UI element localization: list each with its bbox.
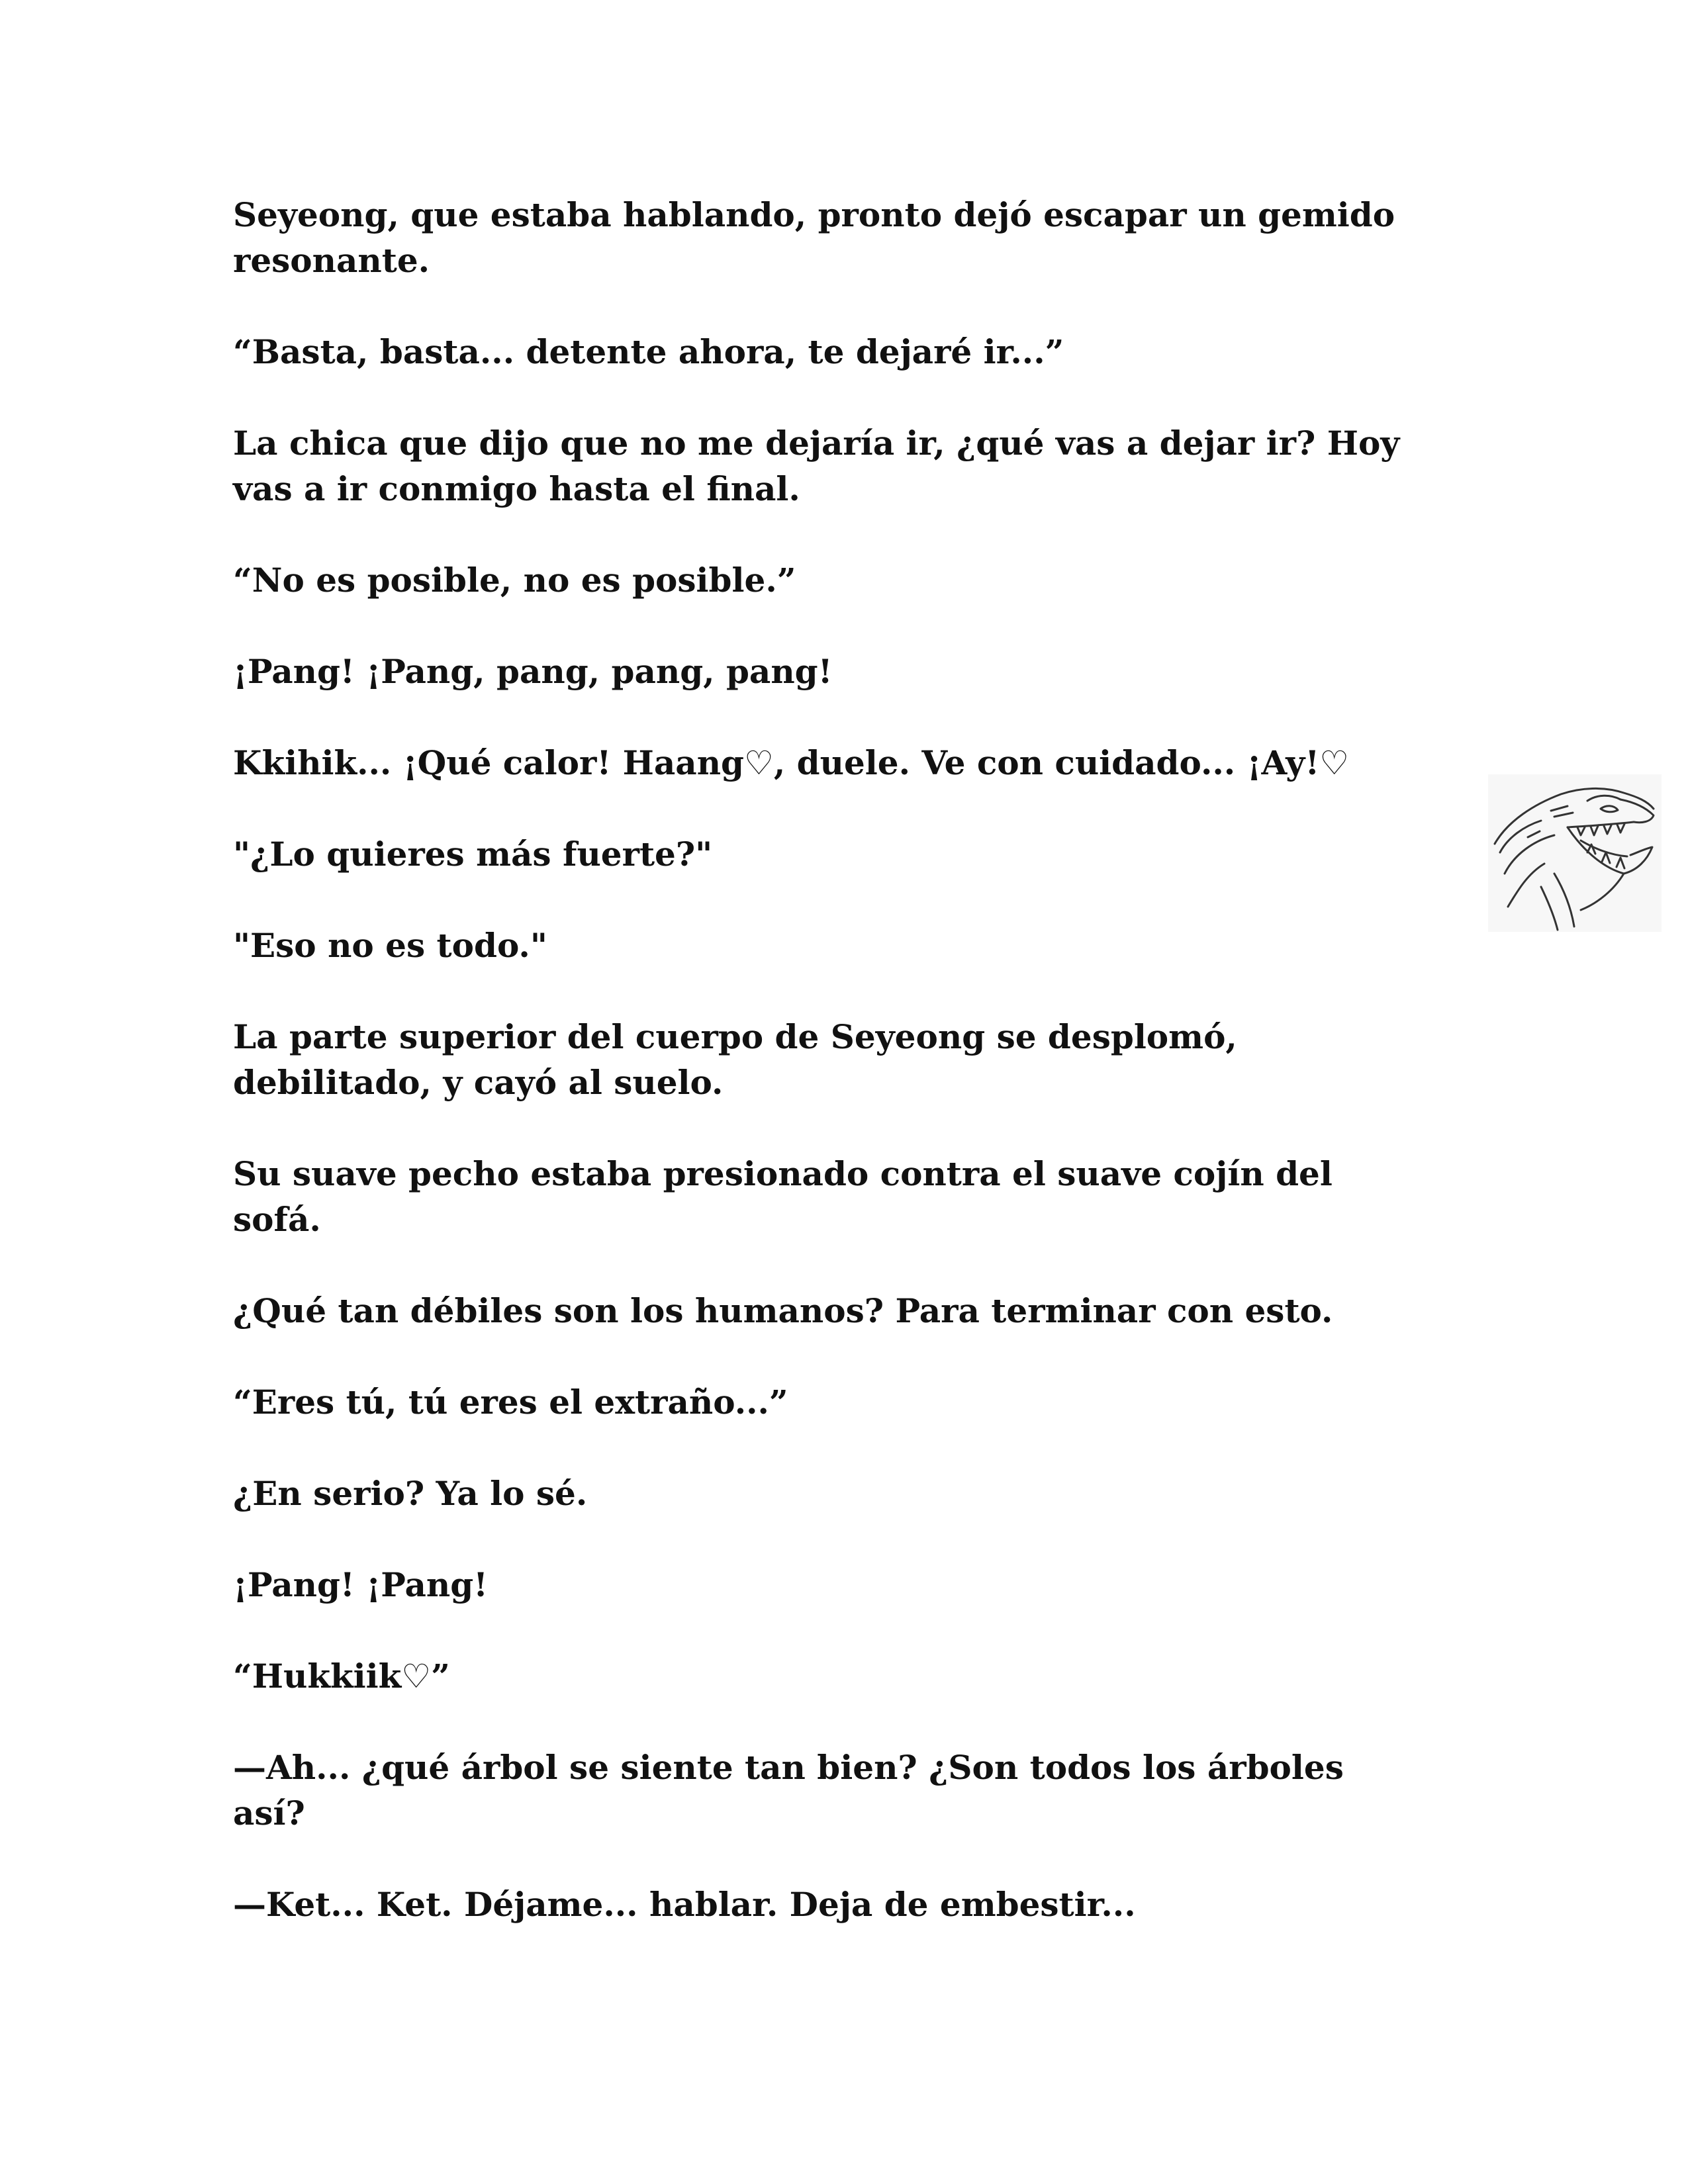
paragraph: “Eres tú, tú eres el extraño...” [233, 1383, 788, 1422]
dinosaur-head-sketch-icon [1488, 774, 1662, 932]
paragraph: “No es posible, no es posible.” [233, 561, 796, 600]
paragraph: —Ket... Ket. Déjame... hablar. Deja de embestir... [233, 1885, 1136, 1924]
paragraph: ¿En serio? Ya lo sé. [233, 1474, 588, 1513]
paragraph: “Hukkiik♡” [233, 1657, 450, 1696]
paragraph: —Ah... ¿qué árbol se siente tan bien? ¿Son todos los árboles así? [233, 1748, 1344, 1833]
paragraph: La chica que dijo que no me dejaría ir, ¿qué vas a dejar ir? Hoy vas a ir conmigo hasta el final. [233, 424, 1400, 508]
paragraph: "Eso no es todo." [233, 926, 547, 965]
paragraph: La parte superior del cuerpo de Seyeong se desplomó, debilitado, y cayó al suelo. [233, 1017, 1237, 1102]
paragraph: “Basta, basta... detente ahora, te dejaré ir...” [233, 332, 1064, 371]
paragraph: Su suave pecho estaba presionado contra el suave cojín del sofá. [233, 1154, 1333, 1239]
paragraph: "¿Lo quieres más fuerte?" [233, 835, 713, 874]
paragraph: ¡Pang! ¡Pang! [233, 1565, 489, 1604]
paragraph: Seyeong, que estaba hablando, pronto dejó escapar un gemido resonante. [233, 195, 1395, 280]
paragraph: ¿Qué tan débiles son los humanos? Para terminar con esto. [233, 1291, 1333, 1330]
paragraph: Kkihik... ¡Qué calor! Haang♡, duele. Ve con cuidado... ¡Ay!♡ [233, 743, 1350, 782]
story-text [233, 192, 1425, 1973]
paragraph: ¡Pang! ¡Pang, pang, pang, pang! [233, 652, 833, 691]
